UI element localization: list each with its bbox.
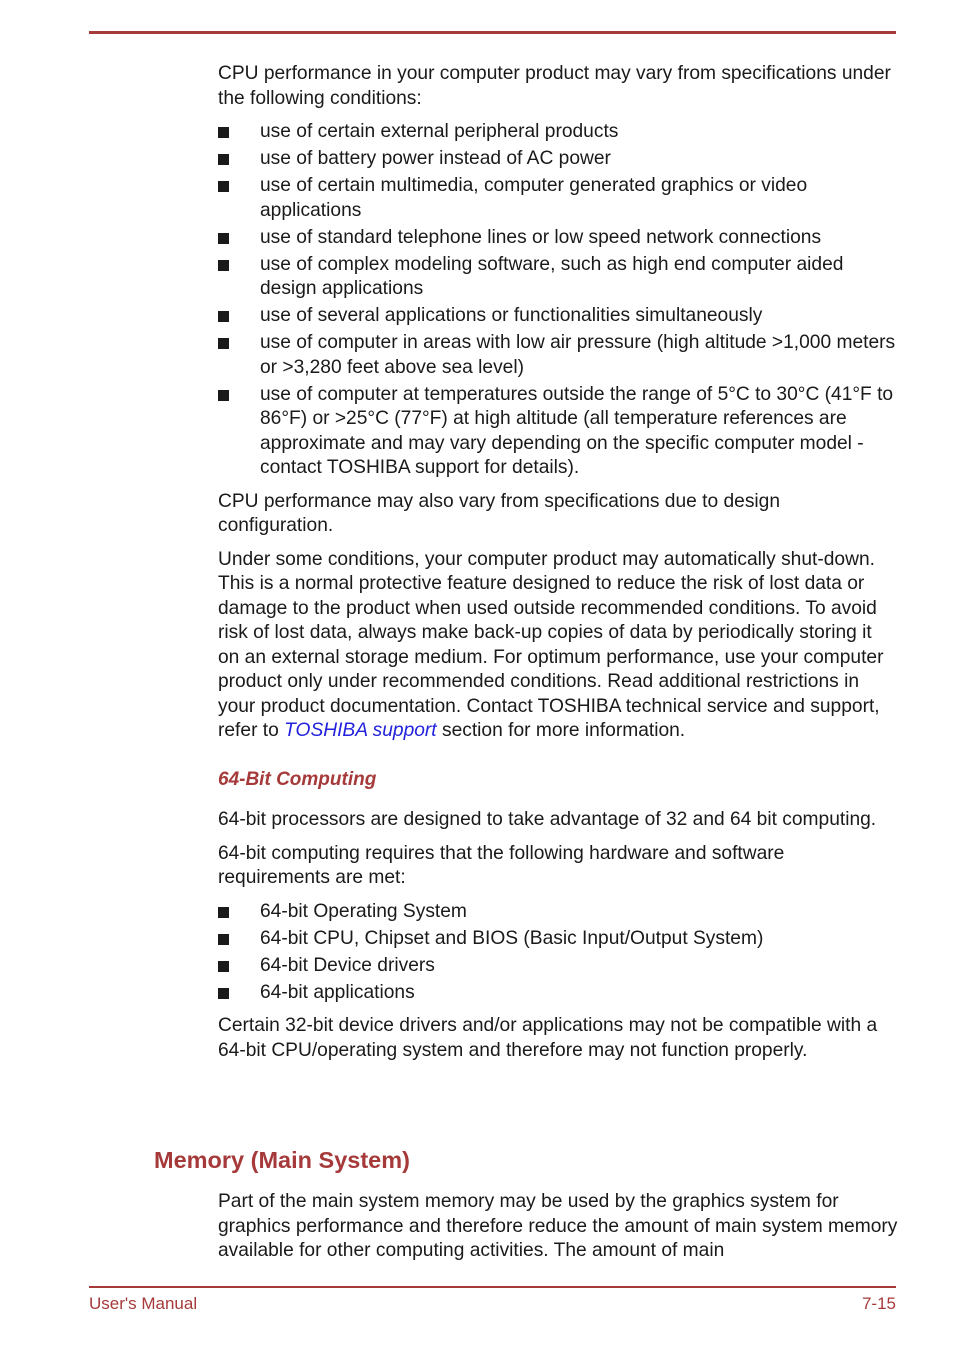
body-content: [218, 62, 898, 1072]
bit64-paragraph-2: 64-bit computing requires that the following hardware and software requirements are met:: [218, 842, 785, 888]
footer-rule: [89, 1286, 896, 1288]
list-item: use of battery power instead of AC power: [218, 147, 898, 172]
list-item: 64-bit applications: [218, 981, 898, 1006]
square-bullet-icon: [218, 338, 229, 349]
list-item: 64-bit Operating System: [218, 900, 898, 925]
subsection-title: 64-Bit Computing: [218, 768, 377, 790]
square-bullet-icon: [218, 181, 229, 192]
list-item: 64-bit Device drivers: [218, 954, 898, 979]
bit64-paragraph-1: 64-bit processors are designed to take advantage of 32 and 64 bit computing.: [218, 809, 877, 830]
header-rule: [89, 31, 896, 34]
list-item: use of computer at temperatures outside the range of 5°C to 30°C (41°F to 86°F) or >25°C (77°F) at high altitude (all temperature references are approximate and may vary depending on the specific computer model - contact TOSHIBA support for details).: [218, 383, 898, 481]
conditions-list: [218, 120, 898, 481]
memory-content: [218, 1190, 898, 1273]
toshiba-support-link[interactable]: TOSHIBA support: [284, 720, 437, 741]
intro-paragraph: CPU performance in your computer product may vary from specifications under the following conditions:: [218, 63, 891, 109]
bit64-paragraph-3: Certain 32-bit device drivers and/or applications may not be compatible with a 64-bit CPU/operating system and therefore may not function properly.: [218, 1015, 878, 1061]
square-bullet-icon: [218, 961, 229, 972]
footer-title: User's Manual: [89, 1294, 198, 1313]
square-bullet-icon: [218, 988, 229, 999]
list-item: use of certain external peripheral products: [218, 120, 898, 145]
page-number: 7-15: [861, 1294, 896, 1313]
square-bullet-icon: [218, 311, 229, 322]
memory-paragraph: Part of the main system memory may be used by the graphics system for graphics performance and therefore reduce the amount of main system memory available for other computing activities. The amount of main: [218, 1191, 898, 1261]
list-item: use of complex modeling software, such as high end computer aided design applications: [218, 253, 898, 302]
list-item: use of standard telephone lines or low speed network connections: [218, 226, 898, 251]
list-item: use of computer in areas with low air pressure (high altitude >1,000 meters or >3,280 feet above sea level): [218, 331, 898, 380]
section-title: Memory (Main System): [154, 1147, 410, 1173]
square-bullet-icon: [218, 390, 229, 401]
shutdown-paragraph: Under some conditions, your computer product may automatically shut-down. This is a normal protective feature designed to reduce the risk of lost data or damage to the product when used outside recommended conditions. To avoid risk of lost data, always make back-up copies of data by periodically storing it on an external storage medium. For optimum performance, use your computer product only under recommended conditions. Read additional restrictions in your product documentation. Contact TOSHIBA technical service and support, refer to TOSHIBA support section for more information.: [218, 548, 884, 741]
list-item: use of several applications or functionalities simultaneously: [218, 304, 898, 329]
square-bullet-icon: [218, 233, 229, 244]
square-bullet-icon: [218, 154, 229, 165]
square-bullet-icon: [218, 127, 229, 138]
design-config-paragraph: CPU performance may also vary from specifications due to design configuration.: [218, 490, 781, 536]
list-item: 64-bit CPU, Chipset and BIOS (Basic Input/Output System): [218, 927, 898, 952]
square-bullet-icon: [218, 260, 229, 271]
list-item: use of certain multimedia, computer generated graphics or video applications: [218, 174, 898, 223]
requirements-list: [218, 900, 898, 1006]
square-bullet-icon: [218, 934, 229, 945]
square-bullet-icon: [218, 907, 229, 918]
